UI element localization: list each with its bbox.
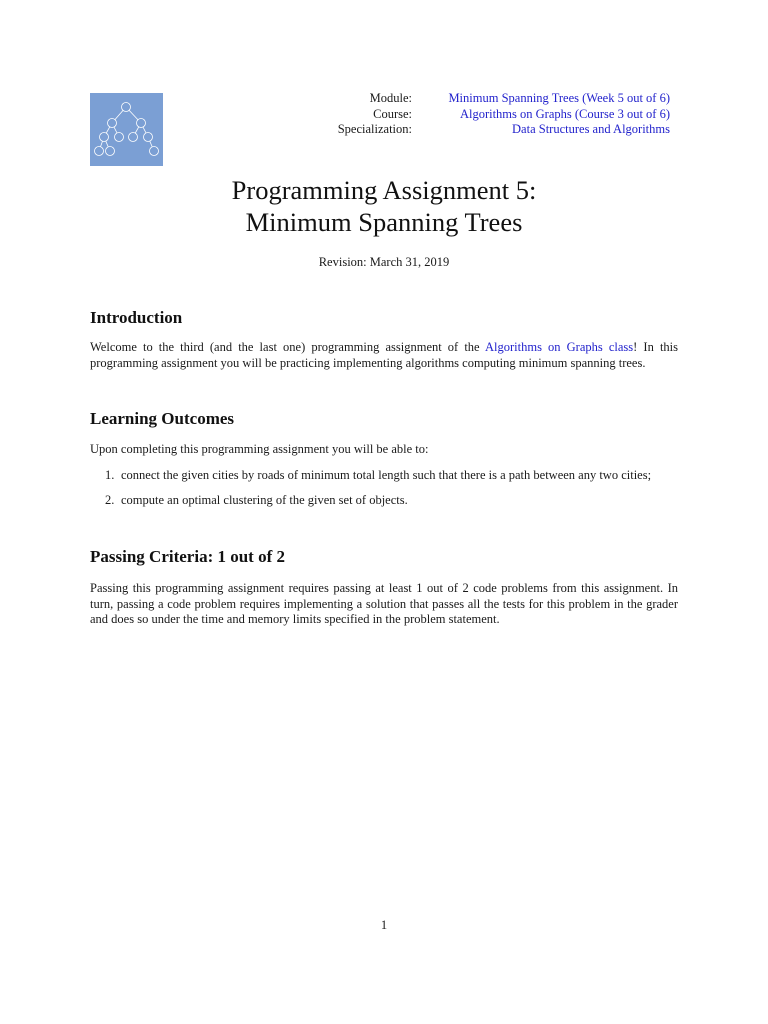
- meta-label: Module:: [369, 91, 412, 105]
- list-item-text: connect the given cities by roads of minimum total length such that there is a path between any two cities;: [121, 468, 652, 482]
- title-line-1: Programming Assignment 5:: [231, 175, 537, 205]
- list-item-text: compute an optimal clustering of the given set of objects.: [121, 492, 408, 507]
- meta-row-course: [332, 107, 670, 123]
- passing-criteria-heading: Passing Criteria: 1 out of 2: [90, 547, 286, 566]
- list-item: [90, 468, 678, 484]
- revision-date: Revision: March 31, 2019: [318, 255, 450, 269]
- introduction-text: [90, 340, 678, 371]
- page-number: 1: [380, 918, 388, 932]
- intro-text-start: Welcome to the third (and the last one) programming assignment of the: [90, 340, 486, 354]
- meta-row-module: [332, 91, 670, 107]
- course-link[interactable]: Algorithms on Graphs (Course 3 out of 6): [459, 106, 670, 121]
- meta-label: Specialization:: [337, 122, 412, 136]
- meta-row-specialization: [332, 122, 670, 138]
- learning-outcomes-intro: Upon completing this programming assignment you will be able to:: [90, 442, 429, 456]
- intro-text-end: ! In this programming assignment you will be practicing implementing algorithms computing minimum spanning trees.: [90, 340, 679, 370]
- passing-criteria-text: Passing this programming assignment requires passing at least 1 out of 2 code problems from this assignment. In turn, passing a code problem requires implementing a solution that passes all the tests for this problem in the grader and does so under the time and memory limits specified in the problem statement.: [90, 581, 678, 627]
- document-title: [0, 174, 768, 238]
- course-meta: [332, 91, 670, 138]
- course-logo: [90, 93, 163, 166]
- list-item-number: 2.: [105, 492, 115, 507]
- tree-graph-icon: [90, 93, 163, 166]
- learning-outcomes-list: [90, 468, 678, 517]
- title-line-2: Minimum Spanning Trees: [245, 207, 523, 237]
- list-item-number: 1.: [105, 468, 115, 482]
- introduction-heading: Introduction: [90, 308, 183, 327]
- learning-outcomes-heading: Learning Outcomes: [90, 409, 235, 428]
- meta-label: Course:: [373, 106, 412, 121]
- list-item: [90, 493, 678, 509]
- specialization-link[interactable]: Data Structures and Algorithms: [512, 122, 670, 136]
- module-link[interactable]: Minimum Spanning Trees (Week 5 out of 6): [448, 91, 670, 105]
- course-class-link[interactable]: Algorithms on Graphs class: [485, 340, 634, 354]
